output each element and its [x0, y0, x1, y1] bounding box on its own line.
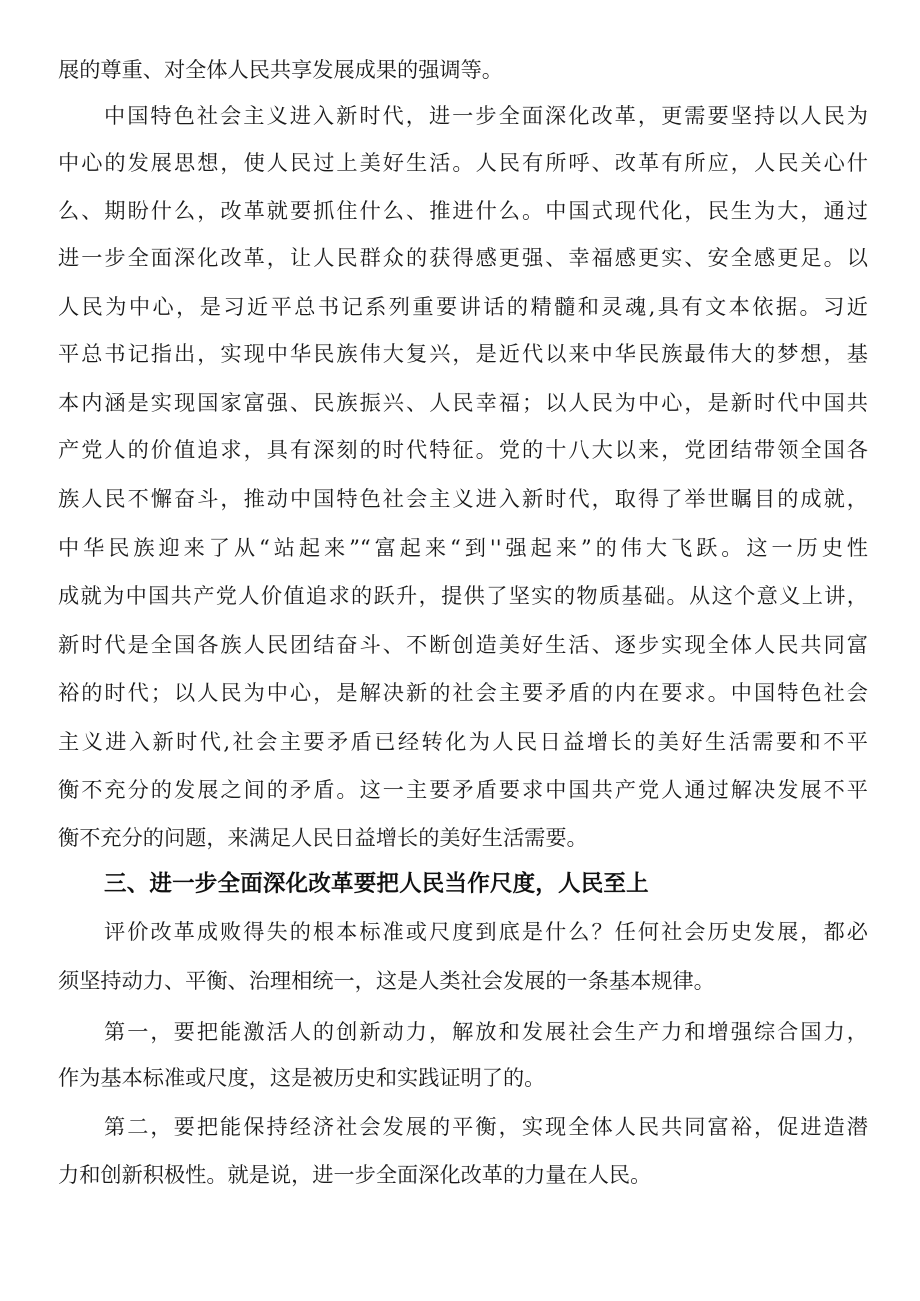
paragraph-line: 第二，要把能保持经济社会发展的平衡，实现全体人民共同富裕，促进造潜 [104, 1114, 868, 1139]
paragraph-line: 评价改革成败得失的根本标准或尺度到底是什么？任何社会历史发展，都必 [104, 919, 868, 944]
paragraph-line: 新时代是全国各族人民团结奋斗、不断创造美好生活、逐步实现全体人民共同富 [58, 632, 868, 657]
paragraph-line: 进一步全面深化改革，让人民群众的获得感更强、幸福感更实、安全感更足。以 [58, 245, 868, 270]
paragraph-line: 主义进入新时代,社会主要矛盾已经转化为人民日益增长的美好生活需要和不平 [58, 729, 868, 754]
paragraph-line: 衡不充分的问题，来满足人民日益增长的美好生活需要。 [58, 825, 588, 850]
paragraph-line: 须坚持动力、平衡、治理相统一，这是人类社会发展的一条基本规律。 [58, 968, 715, 993]
paragraph-line: 中心的发展思想，使人民过上美好生活。人民有所呼、改革有所应，人民关心什 [58, 150, 868, 175]
paragraph-line: 产党人的价值追求，具有深刻的时代特征。党的十八大以来，党团结带领全国各 [58, 437, 868, 462]
paragraph-line: 裕的时代；以人民为中心，是解决新的社会主要矛盾的内在要求。中国特色社会 [58, 680, 868, 705]
paragraph-line: 中华民族迎来了从“站起来”“富起来“到''强起来”的伟大飞跃。这一历史性 [58, 535, 868, 560]
paragraph-line: 本内涵是实现国家富强、民族振兴、人民幸福；以人民为中心，是新时代中国共 [58, 390, 868, 415]
paragraph-line: 第一，要把能激活人的创新动力，解放和发展社会生产力和增强综合国力， [104, 1019, 868, 1044]
paragraph-line: 衡不充分的发展之间的矛盾。这一主要矛盾要求中国共产党人通过解决发展不平 [58, 777, 868, 802]
paragraph-line: 成就为中国共产党人价值追求的跃升，提供了坚实的物质基础。从这个意义上讲， [58, 583, 868, 608]
paragraph-line: 族人民不懈奋斗，推动中国特色社会主义进入新时代，取得了举世瞩目的成就， [58, 486, 868, 511]
paragraph-line: 力和创新积极性。就是说，进一步全面深化改革的力量在人民。 [58, 1162, 652, 1187]
paragraph-line: 展的尊重、对全体人民共享发展成果的强调等。 [58, 57, 503, 82]
section-heading: 三、进一步全面深化改革要把人民当作尺度，人民至上 [104, 871, 649, 897]
paragraph-line: 作为基本标准或尺度，这是被历史和实践证明了的。 [58, 1065, 546, 1090]
paragraph-line: 么、期盼什么，改革就要抓住什么、推进什么。中国式现代化，民生为大，通过 [58, 198, 868, 223]
paragraph-line: 人民为中心，是习近平总书记系列重要讲话的精髓和灵魂,具有文本依据。习近 [58, 294, 868, 319]
paragraph-line: 中国特色社会主义进入新时代，进一步全面深化改革，更需要坚持以人民为 [104, 103, 868, 128]
paragraph-line: 平总书记指出，实现中华民族伟大复兴，是近代以来中华民族最伟大的梦想，基 [58, 341, 868, 366]
